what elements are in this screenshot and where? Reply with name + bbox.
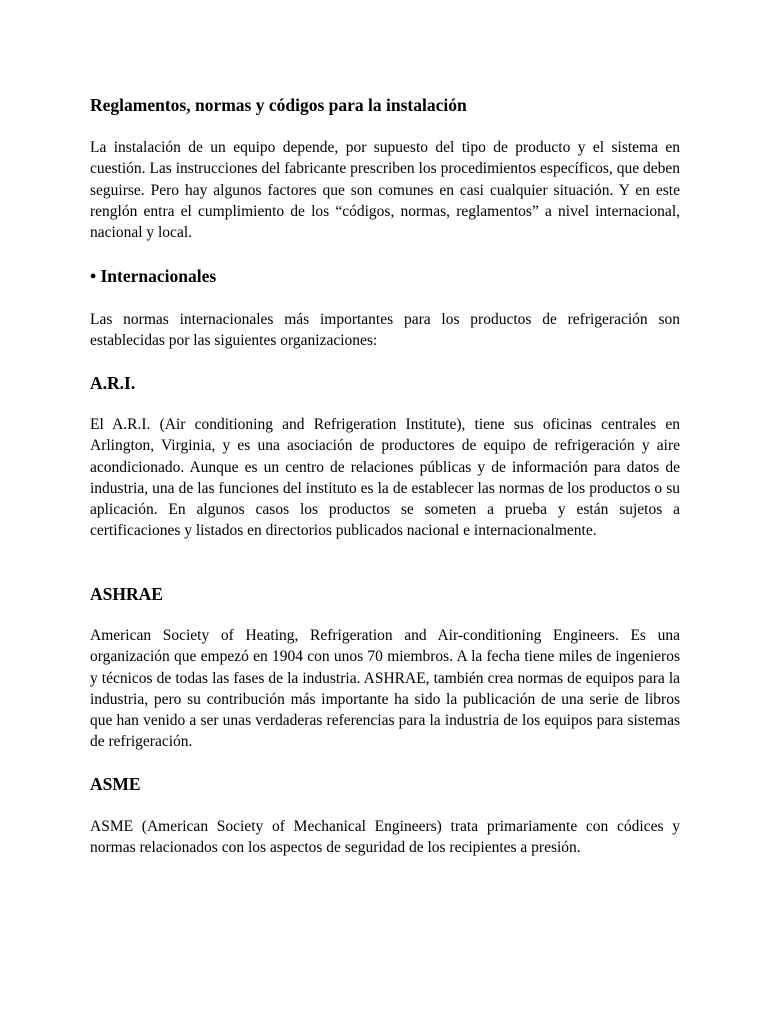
section-heading-ari: A.R.I. — [90, 373, 136, 393]
section-heading-asme: ASME — [90, 774, 141, 794]
section-paragraph-ashrae: American Society of Heating, Refrigeration and Air-conditioning Engineers. Es una organización que empezó en 1904 con unos 70 miembros. A la fecha tiene miles de ingenieros y técnicos de todas las fases de la industria. ASHRAE, también crea normas de equipos para la industria, pero su contribución más importante ha sido la publicación de una serie de libros que han venido a ser unas verdaderas referencias para la industria de los equipos para sistemas de refrigeración. — [90, 627, 680, 751]
intro-paragraph: La instalación de un equipo depende, por supuesto del tipo de producto y el sistema en cuestión. Las instrucciones del fabricante prescriben los procedimientos específicos, que deben seguirse. Pero hay algunos factores que son comunes en casi cualquier situación. Y en este renglón entra el cumplimiento de los “códigos, normas, reglamentos” a nivel internacional, nacional y local. — [90, 139, 680, 242]
section-paragraph-internacionales: Las normas internacionales más importantes para los productos de refrigeración son establecidas por las siguientes organizaciones: — [90, 311, 680, 350]
document-title: Reglamentos, normas y códigos para la instalación — [90, 95, 467, 115]
section-heading-ashrae: ASHRAE — [90, 584, 163, 604]
section-heading-internacionales: • Internacionales — [90, 266, 217, 286]
section-paragraph-asme: ASME (American Society of Mechanical Engineers) trata primariamente con códices y normas relacionados con los aspectos de seguridad de los recipientes a presión. — [90, 818, 680, 857]
section-paragraph-ari: El A.R.I. (Air conditioning and Refrigeration Institute), tiene sus oficinas centrales en Arlington, Virginia, y es una asociación de productores de equipo de refrigeración y aire acondicionado. Aunque es un centro de relaciones públicas y de información para datos de industria, una de las funciones del instituto es la de establecer las normas de los productos o su aplicación. En algunos casos los productos se someten a prueba y están sujetos a certificaciones y listados en directorios publicados nacional e internacionalmente. — [90, 416, 680, 540]
